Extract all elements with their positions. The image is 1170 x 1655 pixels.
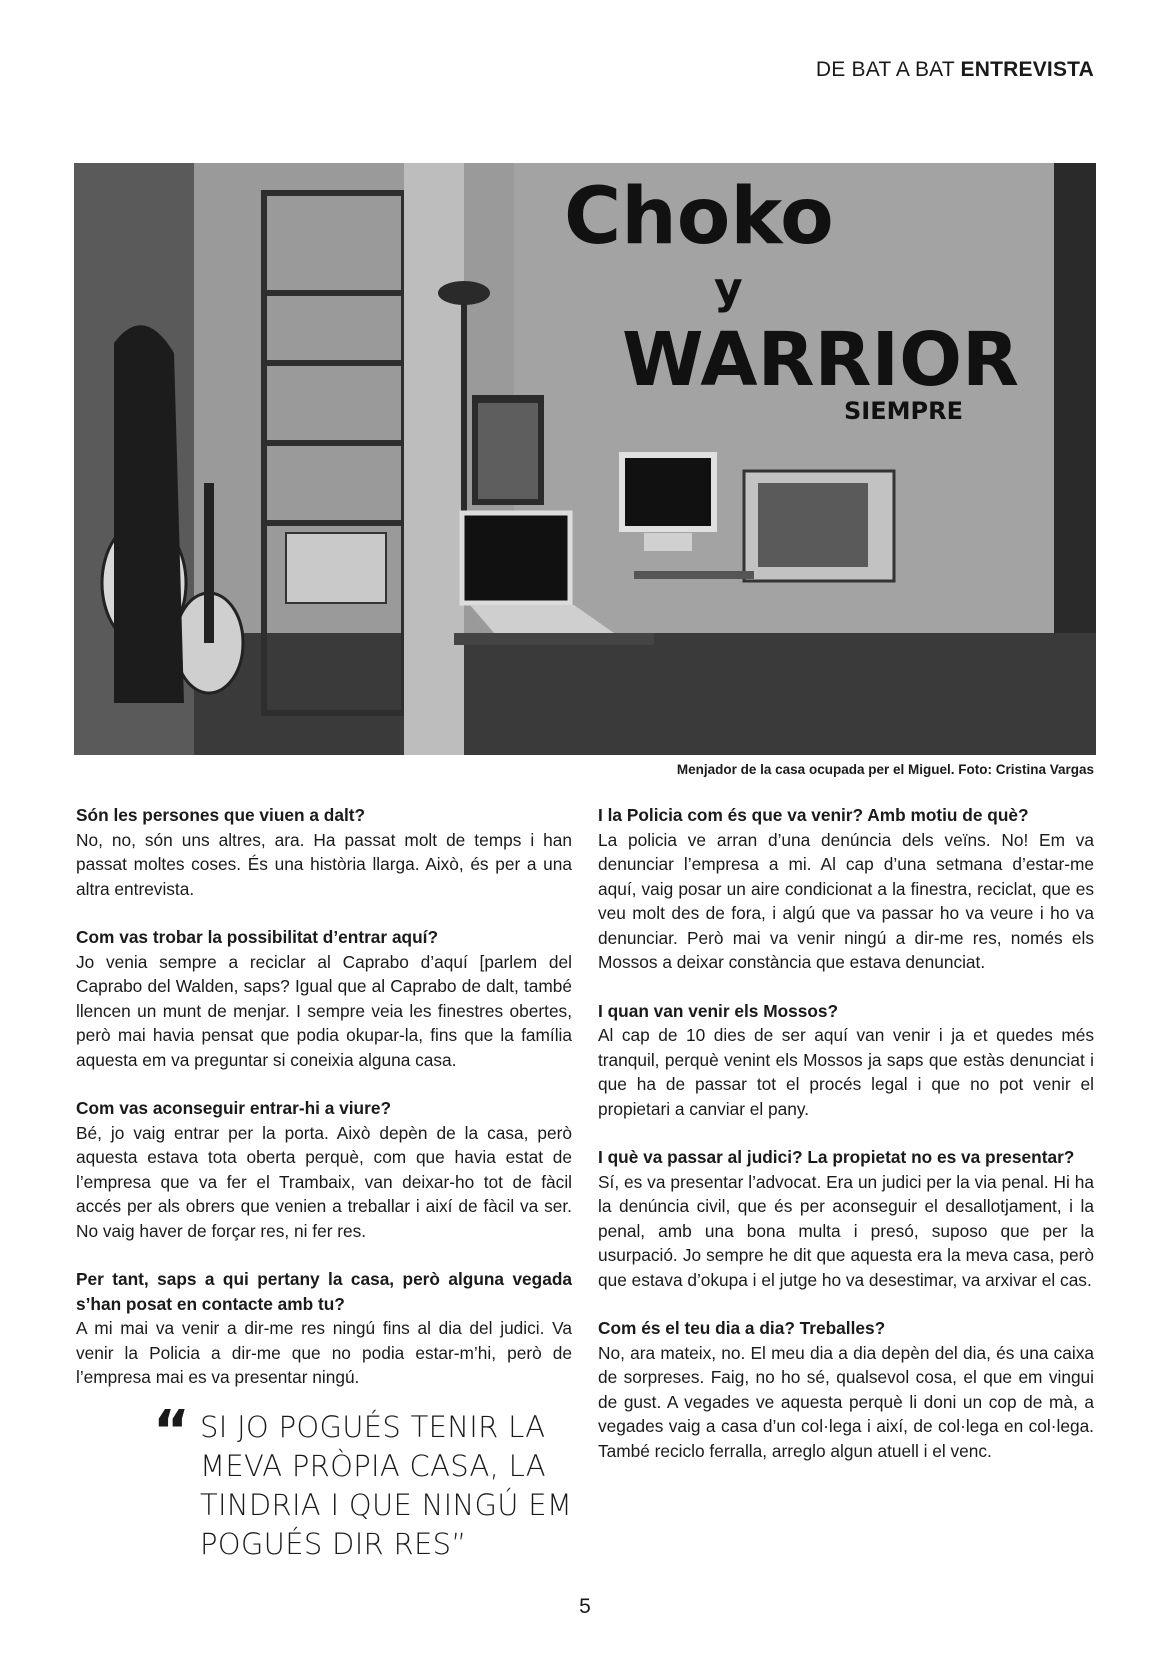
answer: La policia ve arran d’una denúncia dels veïns. No! Em va denunciar l’empresa a mi. Al cap d’una setmana d’estar-me aquí, vaig posar un aire condicionat a la finestra, reciclat, que es veu molt des de fora, i algú que va passar ho va veure i ho va denunciar. Però mai va venir ningú a dir-me res, només els Mossos a deixar constància que estava denunciat. xyxy=(598,829,1094,972)
graffiti-line2: y xyxy=(714,263,743,314)
answer: Bé, jo vaig entrar per la porta. Això depèn de la casa, però aquesta estava tota oberta perquè, com que havia estat de l’empresa que va fer el Trambaix, van deixar-ho tot de fàcil accés per als obrers que venien a treballar i així de fàcil va ser. No vaig haver de forçar res, ni fer res. xyxy=(76,1122,572,1241)
photo-caption: Menjador de la casa ocupada per el Miguel. Foto: Cristina Vargas xyxy=(676,762,1094,777)
qa-block xyxy=(598,1145,1094,1292)
left-column xyxy=(76,803,572,1414)
answer: Sí, es va presentar l’advocat. Era un judici per la via penal. Hi ha la denúncia civil, que és per aconseguir el desallotjament, i la penal, amb una bona multa i presó, suposo que per la usurpació. Jo sempre he dit que aquesta era la meva casa, però que estava d’okupa i el jutge ho va desestimar, va arxivar el cas. xyxy=(598,1171,1094,1290)
header-section: DE BAT A BAT xyxy=(815,58,955,81)
answer: A mi mai va venir a dir-me res ningú fins al dia del judici. Va venir la Policia a dir-me que no podia estar-m’hi, però de l’empresa mai es va presentar ningú. xyxy=(76,1318,572,1387)
qa-block xyxy=(76,803,572,901)
living-room-photo xyxy=(74,163,1096,755)
graffiti-line3: WARRIOR xyxy=(622,317,1019,403)
graffiti-line4: SIEMPRE xyxy=(844,397,963,425)
question: Com vas aconseguir entrar-hi a viure? xyxy=(76,1098,392,1118)
answer: Al cap de 10 dies de ser aquí van venir i ja et quedes més tranquil, perquè venint els Mossos ja saps que estàs denunciat i que ha de passar tot el procés legal i que no pot venir el propietari a canviar el pany. xyxy=(598,1025,1094,1119)
qa-block xyxy=(598,999,1094,1122)
qa-block xyxy=(76,1267,572,1390)
header-title: ENTREVISTA xyxy=(960,58,1094,81)
question: Com és el teu dia a dia? Treballes? xyxy=(598,1318,886,1338)
question: I què va passar al judici? La propietat no es va presentar? xyxy=(598,1147,1075,1167)
qa-block xyxy=(76,925,572,1072)
page-header xyxy=(816,58,1094,82)
answer: Jo venia sempre a reciclar al Caprabo d’aquí [parlem del Caprabo del Walden, saps? Igual que al Caprabo de dalt, també llencen un munt de menjar. I sempre veia les finestres obertes, però mai havia pensat que podia okupar-la, fins que la família aquesta em va preguntar si coneixia alguna casa. xyxy=(76,951,572,1070)
qa-block xyxy=(76,1096,572,1243)
pull-quote-text: SI JO POGUÉS TENIR LA MEVA PRÒPIA CASA, LA TINDRIA I QUE NINGÚ EM POGUÉS DIR RES” xyxy=(200,1410,573,1561)
answer: No, no, són uns altres, ara. Ha passat molt de temps i han passat moltes coses. És una història llarga. Això, és per a una altra entrevista. xyxy=(76,829,572,899)
quote-mark-icon: “ xyxy=(153,1399,191,1464)
graffiti-line1: Choko xyxy=(564,172,834,262)
question: Són les persones que viuen a dalt? xyxy=(76,805,366,825)
qa-block xyxy=(598,803,1094,975)
answer: No, ara mateix, no. El meu dia a dia depèn del dia, és una caixa de sorpreses. Faig, no ho sé, qualsevol cosa, el que em vingui de gust. A vegades ve aquesta perquè li doni un cop de mà, a vegades vaig a casa d’un col·lega i així, de col·lega en col·lega. També reciclo ferralla, arreglo algun atuell i el venc. xyxy=(598,1342,1094,1461)
pull-quote xyxy=(153,1399,578,1564)
question: I la Policia com és que va venir? Amb motiu de què? xyxy=(598,805,1029,825)
question: I quan van venir els Mossos? xyxy=(598,1000,839,1021)
question: Com vas trobar la possibilitat d’entrar aquí? xyxy=(76,927,439,947)
right-column xyxy=(598,803,1094,1487)
question: Per tant, saps a qui pertany la casa, però alguna vegada s’han posat en contacte amb tu? xyxy=(76,1269,572,1314)
page-number: 5 xyxy=(579,1595,591,1618)
qa-block xyxy=(598,1316,1094,1463)
